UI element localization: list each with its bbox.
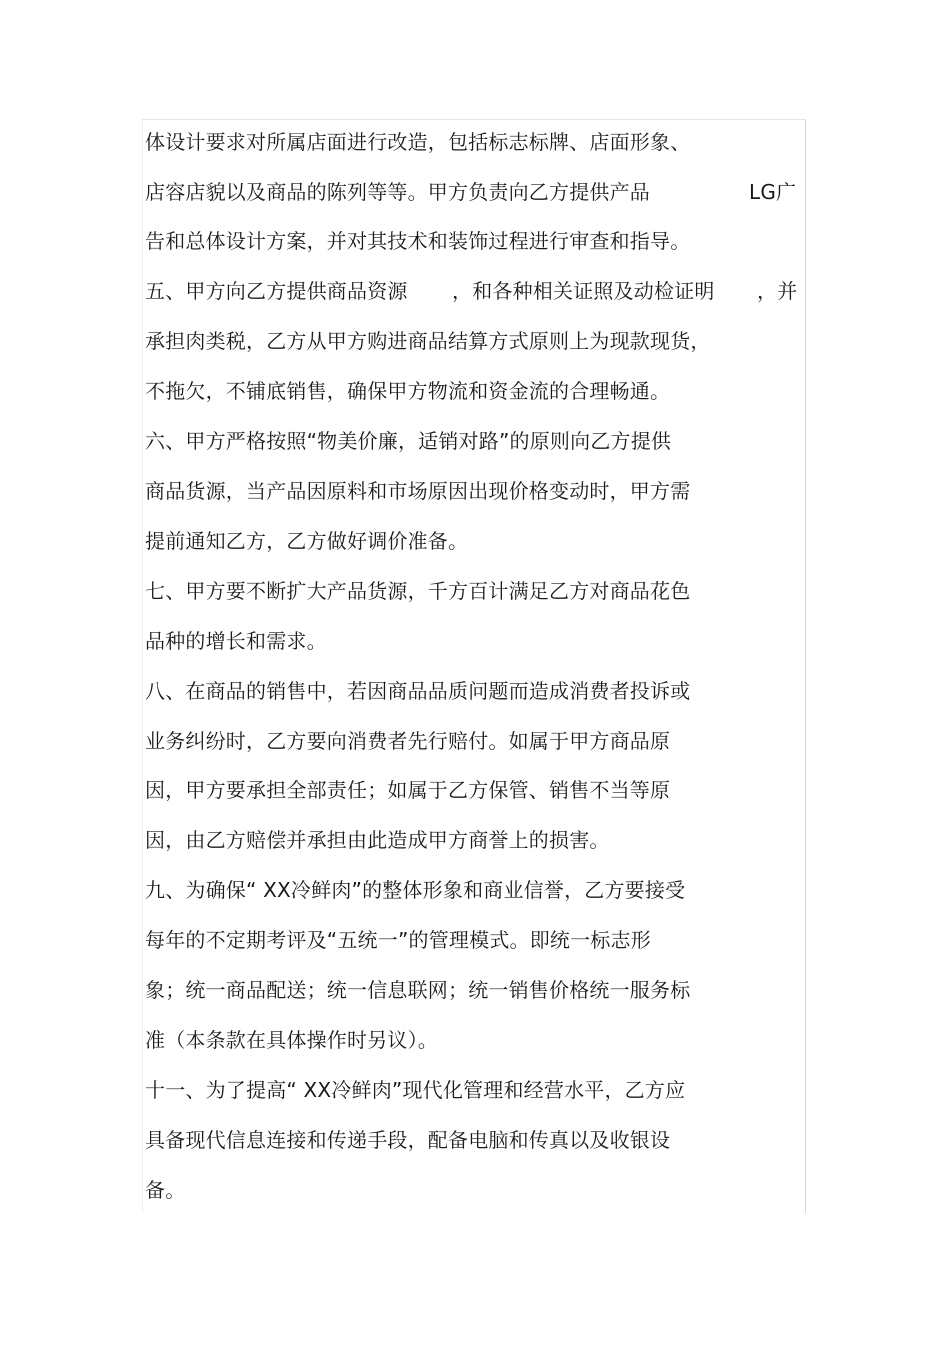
text-line-6: 不拖欠，不铺底销售，确保甲方物流和资金流的合理畅通。	[145, 379, 671, 403]
text-line-19: 准（本条款在具体操作时另议）。	[145, 1028, 438, 1052]
text-line-2-tail: LG广	[749, 180, 797, 204]
text-line-18: 象；统一商品配送；统一信息联网；统一销售价格统一服务标	[145, 978, 691, 1002]
text-line-13: 业务纠纷时，乙方要向消费者先行赔付。如属于甲方商品原	[145, 729, 671, 753]
text-line-7: 六、甲方严格按照“物美价廉，适销对路”的原则向乙方提供	[145, 429, 672, 453]
text-line-12: 八、在商品的销售中，若因商品品质问题而造成消费者投诉或	[145, 679, 691, 703]
text-line-15: 因，由乙方赔偿并承担由此造成甲方商誉上的损害。	[145, 828, 610, 852]
text-line-5: 承担肉类税，乙方从甲方购进商品结算方式原则上为现款现货，	[145, 329, 711, 353]
text-line-4-tail: ，并	[757, 279, 798, 303]
text-line-4-start: 五、甲方向乙方提供商品资源	[145, 279, 408, 303]
text-line-20: 十一、为了提高“ XX冷鲜肉”现代化管理和经营水平，乙方应	[145, 1078, 686, 1102]
text-line-22: 备。	[145, 1178, 186, 1202]
text-line-21: 具备现代信息连接和传递手段，配备电脑和传真以及收银设	[145, 1128, 671, 1152]
text-line-10: 七、甲方要不断扩大产品货源，千方百计满足乙方对商品花色	[145, 579, 691, 603]
text-line-17: 每年的不定期考评及“五统一”的管理模式。即统一标志形	[145, 928, 651, 952]
text-line-3: 告和总体设计方案，并对其技术和装饰过程进行审查和指导。	[145, 229, 691, 253]
text-line-1: 体设计要求对所属店面进行改造，包括标志标牌、店面形象、	[145, 130, 691, 154]
text-line-11: 品种的增长和需求。	[145, 629, 327, 653]
text-line-16: 九、为确保“ XX冷鲜肉”的整体形象和商业信誉，乙方要接受	[145, 878, 686, 902]
text-line-9: 提前通知乙方，乙方做好调价准备。	[145, 529, 469, 553]
text-line-2-main: 店容店貌以及商品的陈列等等。甲方负责向乙方提供产品	[145, 180, 650, 204]
text-line-4-mid: ，和各种相关证照及动检证明	[452, 279, 715, 303]
text-line-14: 因，甲方要承担全部责任；如属于乙方保管、销售不当等原	[145, 778, 671, 802]
text-line-8: 商品货源，当产品因原料和市场原因出现价格变动时，甲方需	[145, 479, 691, 503]
